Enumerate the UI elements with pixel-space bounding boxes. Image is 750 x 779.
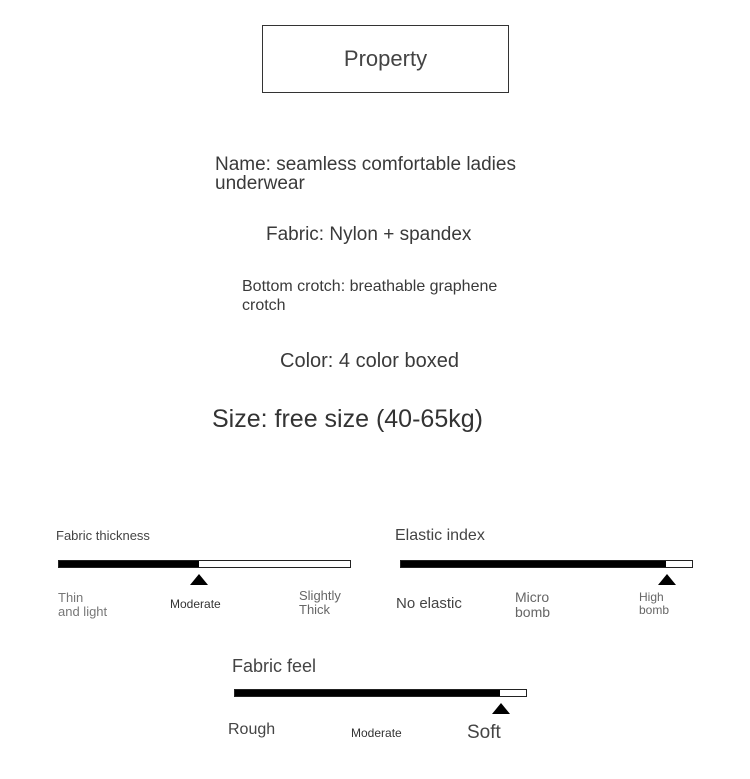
thickness-label-high	[299, 589, 341, 616]
thickness-bar-fill	[59, 561, 199, 567]
feel-bar	[234, 689, 527, 697]
feel-title: Fabric feel	[232, 656, 317, 676]
product-name	[215, 155, 516, 193]
elastic-bar	[400, 560, 693, 568]
elastic-label-mid-2: bomb	[515, 603, 551, 620]
color-text: Color: 4 color boxed	[280, 350, 459, 372]
feel-label-high: Soft	[467, 722, 501, 743]
crotch-line2: crotch	[242, 297, 286, 314]
elastic-pointer	[658, 574, 676, 585]
thickness-label-low-2: and light	[58, 603, 108, 619]
elastic-title: Elastic index	[395, 527, 485, 544]
property-title-box	[262, 25, 509, 93]
page-title: Property	[343, 46, 428, 71]
thickness-label-mid: Moderate	[170, 597, 221, 611]
feel-pointer	[492, 703, 510, 714]
thickness-label-low	[58, 591, 107, 618]
thickness-pointer	[190, 574, 208, 585]
elastic-label-mid-1: Micro	[515, 589, 550, 605]
feel-label-mid: Moderate	[351, 726, 402, 740]
thickness-label-high-2: Thick	[299, 601, 331, 617]
elastic-bar-fill	[401, 561, 666, 567]
thickness-bar	[58, 560, 351, 568]
feel-bar-fill	[235, 690, 500, 696]
elastic-label-high-2: bomb	[639, 602, 670, 617]
elastic-label-high-1: High	[639, 590, 664, 604]
fabric-text: Fabric: Nylon + spandex	[266, 224, 472, 245]
crotch-text	[242, 279, 497, 314]
product-name-line2: underwear	[215, 173, 305, 194]
thickness-label-high-1: Slightly	[299, 588, 341, 603]
elastic-label-low: No elastic	[396, 595, 462, 612]
crotch-line1: Bottom crotch: breathable graphene	[242, 278, 498, 295]
size-text: Size: free size (40-65kg)	[212, 405, 483, 433]
feel-label-low: Rough	[228, 721, 276, 738]
product-name-line1: Name: seamless comfortable ladies	[215, 154, 516, 175]
elastic-label-high	[639, 591, 669, 616]
thickness-label-low-1: Thin	[58, 590, 84, 605]
elastic-label-mid	[515, 590, 550, 619]
thickness-title: Fabric thickness	[56, 528, 150, 543]
